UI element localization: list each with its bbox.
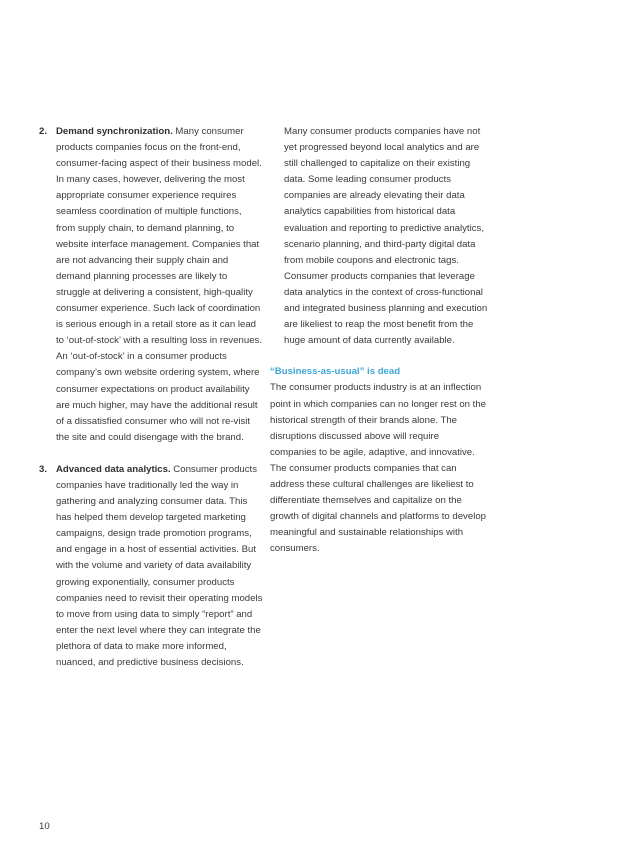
list-item-text: Many consumer products companies focus on the front-end, consumer-facing aspect of their business model. In many cases, however, delivering the most appropriate consumer experience requires seamless coordination of multiple functions, from supply chain, to demand planning, to website interface management. Companies that are not advancing their supply chain and demand planning processes are likely to struggle at delivering a consistent, high-quality consumer experience. Such lack of coordination is serious enough in a retail store as it can lead to ‘out-of-stock’ with a resulting loss in revenues. An ‘out-of-stock’ in a consumer products company’s own website ordering system, where consumer expectations on product availability are much higher, may have the additional result of a dissatisfied consumer who will not re-visit the site and could disengage with the brand. xyxy=(56,126,263,443)
section-body: The consumer products industry is at an inflection point in which companies can no longer rest on the historical strength of their brands alone. The disruptions discussed above will require companies to be agile, adaptive, and innovative. The consumer products companies that can address these cultural challenges are likeliest to differentiate themselves and capitalize on the growth of digital channels and platforms to develop meaningful and sustainable relationships with consumers. xyxy=(270,382,486,555)
left-column xyxy=(39,124,263,687)
list-item-lead: Advanced data analytics. xyxy=(56,463,171,475)
page-number: 10 xyxy=(39,821,50,832)
list-item-demand-synchronization xyxy=(39,124,263,446)
continuation-paragraph: Many consumer products companies have not yet progressed beyond local analytics and are still challenged to capitalize on their existing data. Some leading consumer products companies are already elevating their data analytics capabilities from historical data evaluation and reporting to predictive analytics, scenario planning, and third-party digital data from mobile coupons and electronic tags. Consumer products companies that leverage data analytics in the context of cross-functional and integrated business planning and execution are likeliest to reap the most benefit from the huge amount of data currently available. xyxy=(284,126,488,347)
right-column xyxy=(270,124,488,557)
section-heading: “Business-as-usual” is dead xyxy=(270,366,401,378)
list-item-advanced-data-analytics xyxy=(39,462,263,671)
list-item-text: Consumer products companies have traditionally led the way in gathering and analyzing consumer data. This has helped them develop targeted marketing campaigns, design trade promotion programs, and engage in a host of essential activities. But with the volume and variety of data availability growing exponentially, consumer products companies need to revisit their operating models to move from using data to simply “report” and enter the next level where they can integrate the plethora of data to make more informed, nuanced, and predictive business decisions. xyxy=(56,463,263,668)
list-number: 2. xyxy=(39,126,48,137)
list-item-lead: Demand synchronization. xyxy=(56,126,173,137)
list-number: 3. xyxy=(39,463,48,475)
